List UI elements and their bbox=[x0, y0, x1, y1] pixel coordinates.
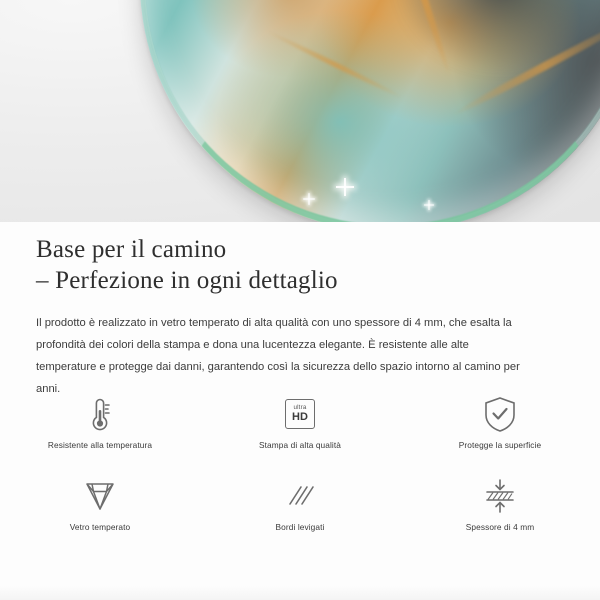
feature-item-print-quality bbox=[200, 392, 400, 470]
ultra-hd-bottom-text: HD bbox=[292, 411, 308, 424]
ultra-hd-top-text: ultra bbox=[293, 403, 307, 411]
thermometer-icon bbox=[85, 392, 115, 436]
product-description: Il prodotto è realizzato in vetro temperato di alta qualità con uno spessore di 4 mm, che esalta la profondità dei colori della stampa e dona una lucentezza elegante. È resistente alle alte temperature e protegge dai danni, garantendo così la sicurezza dello spazio intorno al camino per anni. bbox=[36, 317, 520, 395]
feature-label: Stampa di alta qualità bbox=[259, 440, 341, 450]
round-glass-panel bbox=[140, 0, 600, 222]
headline-line-1: Base per il camino bbox=[36, 236, 227, 263]
feature-item-tempered-glass bbox=[0, 474, 200, 552]
feature-label: Spessore di 4 mm bbox=[465, 522, 535, 532]
content-block bbox=[0, 222, 600, 400]
hero-product-image bbox=[0, 0, 600, 222]
thickness-arrows-icon bbox=[480, 474, 520, 518]
feature-label: Vetro temperato bbox=[69, 522, 131, 532]
headline-line-2: – Perfezione in ogni dettaglio bbox=[36, 267, 338, 294]
feature-label: Bordi levigati bbox=[275, 522, 325, 532]
feature-label: Resistente alla temperatura bbox=[47, 440, 153, 450]
feature-grid bbox=[0, 392, 600, 552]
feature-item-temperature-resistant bbox=[0, 392, 200, 470]
page-bottom-edge bbox=[0, 586, 600, 600]
feature-item-thickness bbox=[400, 474, 600, 552]
diamond-icon bbox=[81, 474, 119, 518]
feature-item-polished-edges bbox=[200, 474, 400, 552]
feature-item-surface-protection bbox=[400, 392, 600, 470]
shield-check-icon bbox=[483, 392, 517, 436]
polished-edges-icon bbox=[281, 474, 319, 518]
ultra-hd-icon bbox=[285, 392, 315, 436]
page-title bbox=[0, 222, 600, 296]
feature-label: Protegge la superficie bbox=[458, 440, 542, 450]
